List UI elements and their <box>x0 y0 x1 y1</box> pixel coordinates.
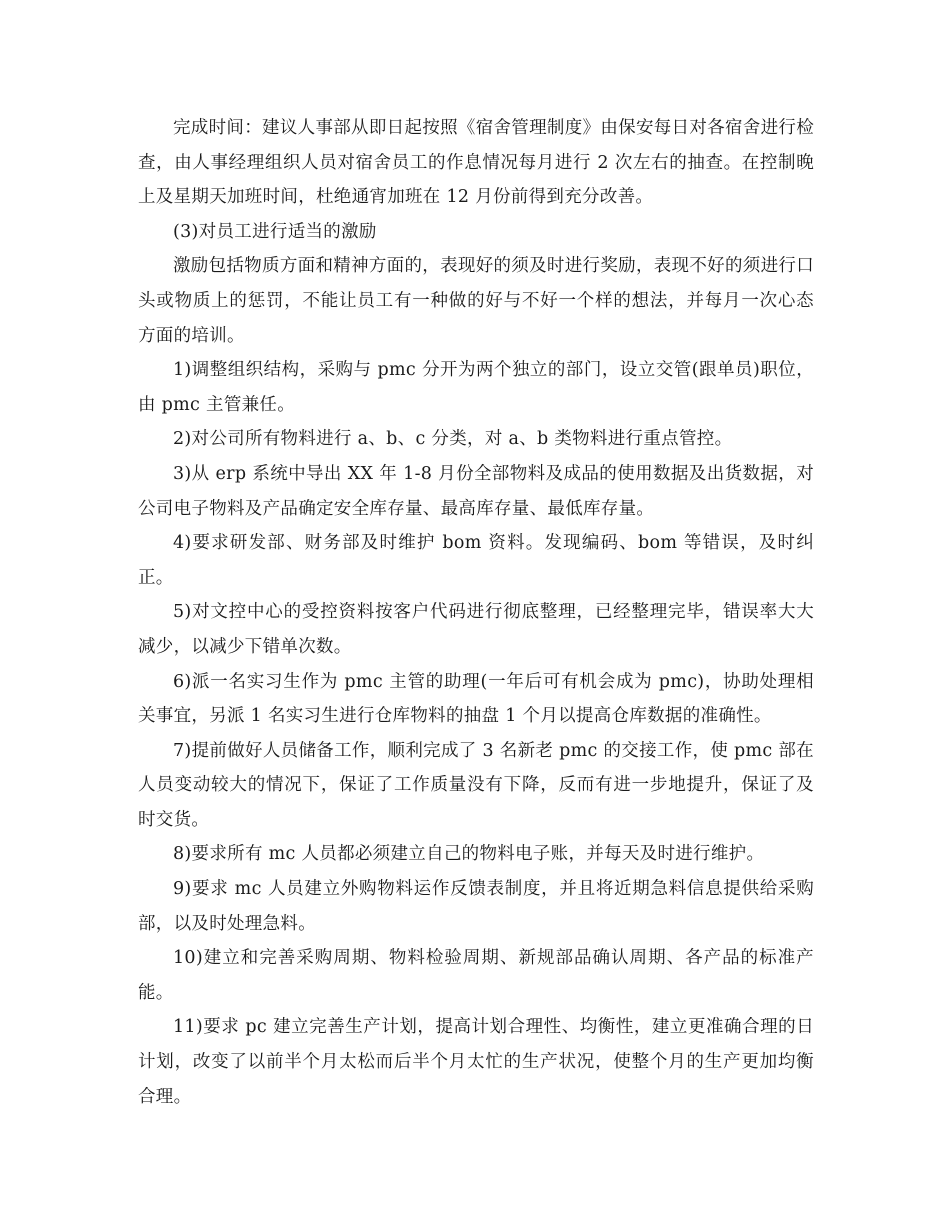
paragraph-item-8: 8)要求所有 mc 人员都必须建立自己的物料电子账，并每天及时进行维护。 <box>173 844 765 865</box>
paragraph-item-7: 7)提前做好人员储备工作，顺利完成了 3 名新老 pmc 的交接工作，使 pmc 部在人员变动较大的情况下，保证了工作质量没有下降，反而有进一步地提升，保证了及时交货。 <box>138 740 814 830</box>
paragraph-item-9: 9)要求 mc 人员建立外购物料运作反馈表制度，并且将近期急料信息提供给采购部，以及时处理急料。 <box>138 879 814 934</box>
paragraph-completion-time: 完成时间：建议人事部从即日起按照《宿舍管理制度》由保安每日对各宿舍进行检查，由人事经理组织人员对宿舍员工的作息情况每月进行 2 次左右的抽查。在控制晚上及星期天加班时间，杜绝通宵加班在 12 月份前得到充分改善。 <box>138 118 814 208</box>
paragraph-item-6: 6)派一名实习生作为 pmc 主管的助理(一年后可有机会成为 pmc)，协助处理相关事宜，另派 1 名实习生进行仓库物料的抽盘 1 个月以提高仓库数据的准确性。 <box>138 671 814 727</box>
paragraph-item-5: 5)对文控中心的受控资料按客户代码进行彻底整理，已经整理完毕，错误率大大减少，以减少下错单次数。 <box>138 602 814 657</box>
paragraph-item-10: 10)建立和完善采购周期、物料检验周期、新规部品确认周期、各产品的标准产能。 <box>138 948 814 1003</box>
paragraph-incentive-detail: 激励包括物质方面和精神方面的，表现好的须及时进行奖励，表现不好的须进行口头或物质上的惩罚，不能让员工有一种做的好与不好一个样的想法，并每月一次心态方面的培训。 <box>138 256 814 346</box>
paragraph-heading-incentive: (3)对员工进行适当的激励 <box>173 221 377 242</box>
document-body <box>138 111 814 1114</box>
paragraph-item-1: 1)调整组织结构，采购与 pmc 分开为两个独立的部门，设立交管(跟单员)职位，由 pmc 主管兼任。 <box>138 360 814 415</box>
paragraph-item-4: 4)要求研发部、财务部及时维护 bom 资料。发现编码、bom 等错误，及时纠正。 <box>138 533 814 588</box>
paragraph-item-11: 11)要求 pc 建立完善生产计划，提高计划合理性、均衡性，建立更准确合理的日计划，改变了以前半个月太松而后半个月太忙的生产状况，使整个月的生产更加均衡合理。 <box>138 1017 814 1107</box>
paragraph-item-3: 3)从 erp 系统中导出 XX 年 1-8 月份全部物料及成品的使用数据及出货数据，对公司电子物料及产品确定安全库存量、最高库存量、最低库存量。 <box>138 463 814 519</box>
paragraph-item-2: 2)对公司所有物料进行 a、b、c 分类，对 a、b 类物料进行重点管控。 <box>173 429 733 450</box>
